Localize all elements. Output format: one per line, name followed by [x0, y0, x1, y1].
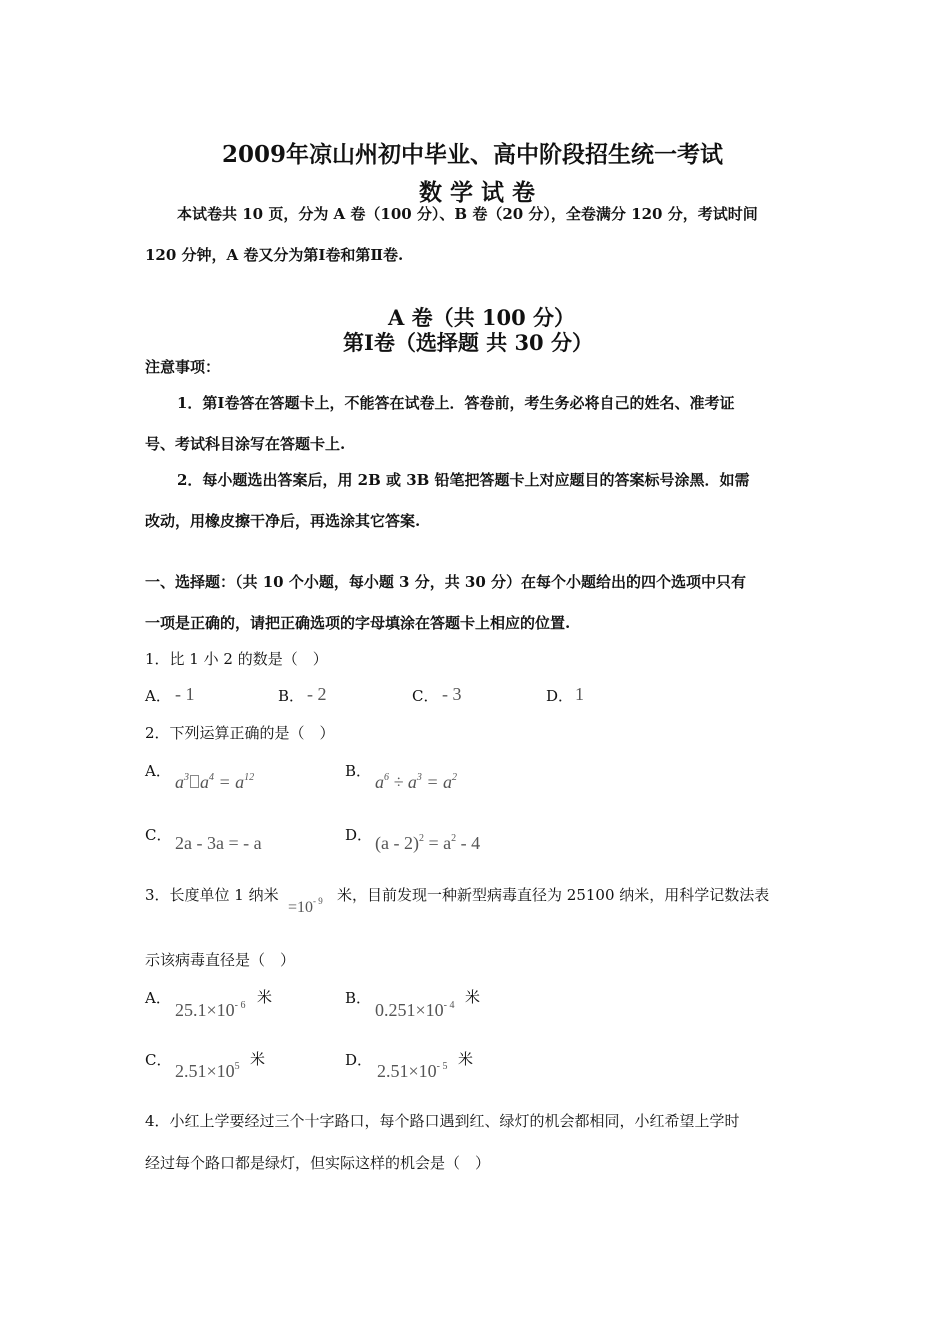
q2-label-a: A． [145, 762, 171, 780]
q1-option-b: - 2 [307, 684, 327, 704]
q3-unit-a: 米 [257, 988, 273, 1006]
q3-unit-d: 米 [458, 1050, 474, 1068]
notice-2-line-2: 改动，用橡皮擦干净后，再选涂其它答案. [145, 512, 421, 530]
q3-unit: $=10^{- 9}$ [288, 896, 323, 916]
q3-unit-b: 米 [465, 988, 481, 1006]
q3-label-b: B． [345, 989, 372, 1007]
exam-subtitle: 数 学 试 卷 [419, 179, 536, 206]
q2-option-b: $a^6 \div a^3 = a^2$ [375, 772, 458, 792]
part1-line-2: 一项是正确的，请把正确选项的字母填涂在答题卡上相应的位置. [145, 614, 571, 632]
q3-label-a: A． [145, 989, 171, 1007]
q2-label-b: B． [345, 762, 372, 780]
q1-label-c: C． [412, 687, 439, 705]
q3-stem-part1: 3．长度单位 1 纳米 [145, 886, 279, 904]
q4-line-2: 经过每个路口都是绿灯，但实际这样的机会是（ ） [145, 1154, 491, 1172]
q3-option-c: $2.51\times 10^5$ [175, 1061, 240, 1081]
notice-2-line-1: 2．每小题选出答案后，用 2B 或 3B 铅笔把答题卡上对应题目的答案标号涂黑．如需 [177, 471, 750, 489]
section-subtitle: 第Ⅰ卷（选择题 共 30 分） [343, 330, 593, 355]
q3-stem-part2: 米，目前发现一种新型病毒直径为 25100 纳米，用科学记数法表 [337, 886, 770, 904]
q2-option-d: $(a - 2)^2 = a^2 - 4$ [375, 833, 481, 853]
notice-1-line-1: 1．第Ⅰ卷答在答题卡上，不能答在试卷上．答卷前，考生务必将自己的姓名、准考证 [177, 394, 735, 412]
q3-option-a: $25.1\times 10^{- 6}$ [175, 1000, 246, 1020]
q3-stem-line2: 示该病毒直径是（ ） [145, 951, 296, 969]
intro-line-2: 120 分钟，A 卷又分为第Ⅰ卷和第Ⅱ卷. [145, 246, 404, 264]
q4-line-1: 4．小红上学要经过三个十字路口，每个路口遇到红、绿灯的机会都相同，小红希望上学时 [145, 1112, 740, 1130]
q2-label-c: C． [145, 826, 172, 844]
q1-stem: 1．比 1 小 2 的数是（ ） [145, 650, 328, 668]
intro-line-1: 本试卷共 10 页，分为 A 卷（100 分）、B 卷（20 分），全卷满分 120 分，考试时间 [177, 205, 758, 223]
q1-label-a: A． [145, 687, 171, 705]
q3-label-d: D． [345, 1051, 373, 1069]
q2-option-c: 2a - 3a = - a [175, 833, 262, 853]
q3-option-d: $2.51\times 10^{- 5}$ [377, 1061, 448, 1081]
part1-line-1: 一、选择题：（共 10 个小题，每小题 3 分，共 30 分）在每个小题给出的四个选项中只有 [145, 573, 747, 591]
q1-label-b: B． [278, 687, 305, 705]
section-title: A 卷（共 100 分） [388, 305, 576, 330]
q2-label-d: D． [345, 826, 373, 844]
q3-option-b: $0.251\times 10^{- 4}$ [375, 1000, 455, 1020]
q1-option-c: - 3 [442, 684, 462, 704]
exam-title: 2009年凉山州初中毕业、高中阶段招生统一考试 [222, 141, 724, 168]
q1-option-a: - 1 [175, 684, 195, 704]
q2-option-a: $a^3$ $a^4 = a^{12}$ [175, 772, 255, 792]
notice-1-line-2: 号、考试科目涂写在答题卡上. [145, 435, 346, 453]
q1-label-d: D． [546, 687, 574, 705]
q3-label-c: C． [145, 1051, 172, 1069]
q2-stem: 2．下列运算正确的是（ ） [145, 724, 335, 742]
q3-unit-c: 米 [250, 1050, 266, 1068]
q1-option-d: 1 [575, 684, 584, 704]
notice-title: 注意事项： [145, 358, 221, 376]
